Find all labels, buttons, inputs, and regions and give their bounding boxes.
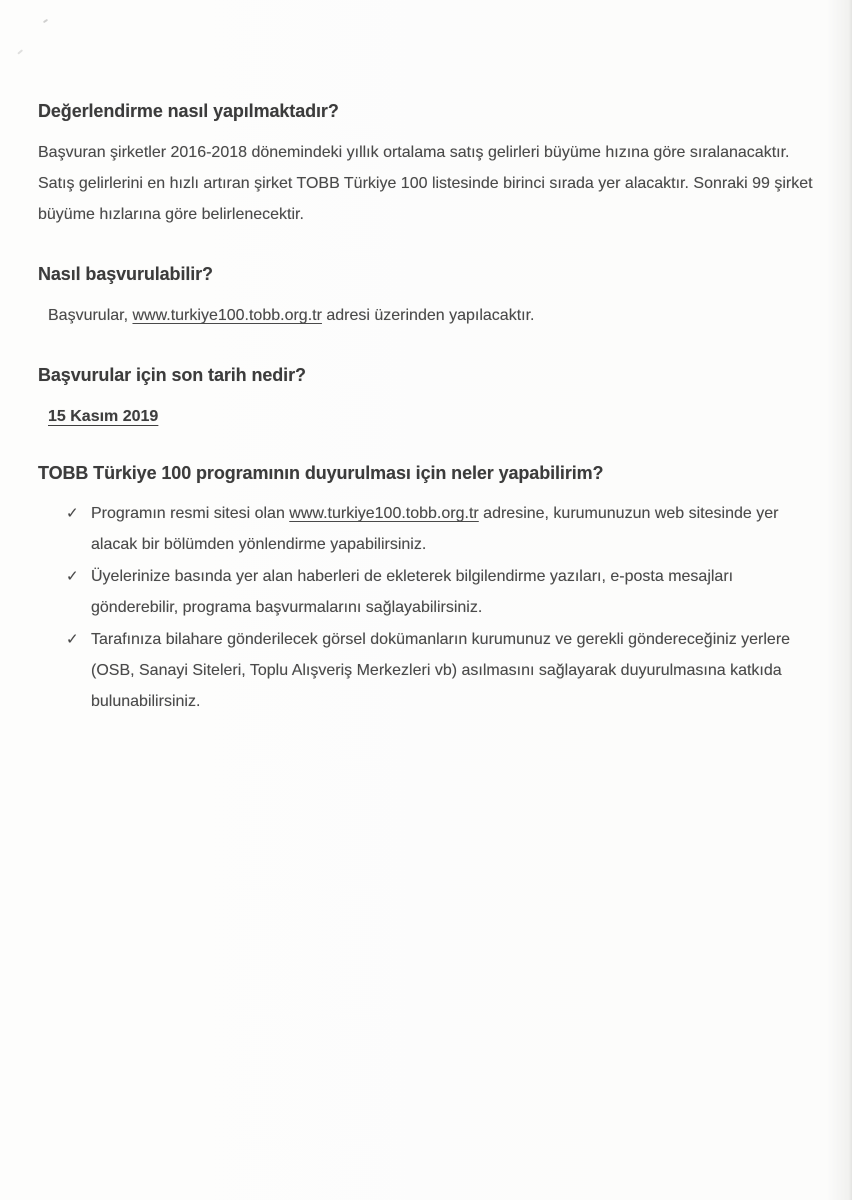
document-content	[38, 100, 824, 718]
bullet-text: Üyelerinize basında yer alan haberleri de ekleterek bilgilendirme yazıları, e-posta mesajları gönderebilir, programa başvurmalarını sağlayabilirsiniz.	[91, 568, 734, 616]
list-item	[68, 561, 824, 623]
section-heading-how-to-apply: Nasıl başvurulabilir?	[38, 264, 213, 284]
section-heading-deadline: Başvurular için son tarih nedir?	[38, 365, 306, 385]
scan-speck	[17, 49, 23, 54]
section-heading-announcement: TOBB Türkiye 100 programının duyurulması için neler yapabilirim?	[38, 463, 604, 483]
deadline-date: 15 Kasım 2019	[48, 408, 159, 425]
list-item	[68, 624, 824, 717]
application-url-link[interactable]: www.turkiye100.tobb.org.tr	[132, 307, 322, 324]
how-to-apply-paragraph	[38, 300, 824, 331]
scan-speck	[43, 19, 48, 24]
checkmark-icon: ✓	[66, 631, 79, 648]
bullet-text: Tarafınıza bilahare gönderilecek görsel dokümanların kurumunuz ve gerekli göndereceğiniz yerlere (OSB, Sanayi Siteleri, Toplu Alışveriş Merkezleri vb) asılmasını sağlayarak duyurulmasına katkıda bulunabilirsiniz.	[91, 631, 791, 710]
announcement-check-list	[38, 498, 824, 717]
list-item	[68, 498, 824, 560]
checkmark-icon: ✓	[66, 568, 79, 585]
how-to-apply-text-prefix: Başvurular,	[48, 307, 133, 324]
how-to-apply-text-suffix: adresi üzerinden yapılacaktır.	[321, 307, 535, 324]
bullet-text-suffix: adresine, kurumunuzun web sitesinde yer alacak bir bölümden yönlendirme yapabilirsiniz.	[91, 505, 779, 553]
evaluation-paragraph: Başvuran şirketler 2016-2018 dönemindeki yıllık ortalama satış gelirleri büyüme hızına göre sıralanacaktır. Satış gelirlerini en hızlı artıran şirket TOBB Türkiye 100 listesinde birinci sırada yer alacaktır. Sonraki 99 şirket büyüme hızlarına göre belirlenecektir.	[38, 144, 813, 223]
bullet-text-prefix: Programın resmi sitesi olan	[91, 505, 290, 522]
program-site-url-link[interactable]: www.turkiye100.tobb.org.tr	[289, 505, 479, 522]
section-heading-evaluation: Değerlendirme nasıl yapılmaktadır?	[38, 101, 339, 121]
checkmark-icon: ✓	[66, 505, 79, 522]
